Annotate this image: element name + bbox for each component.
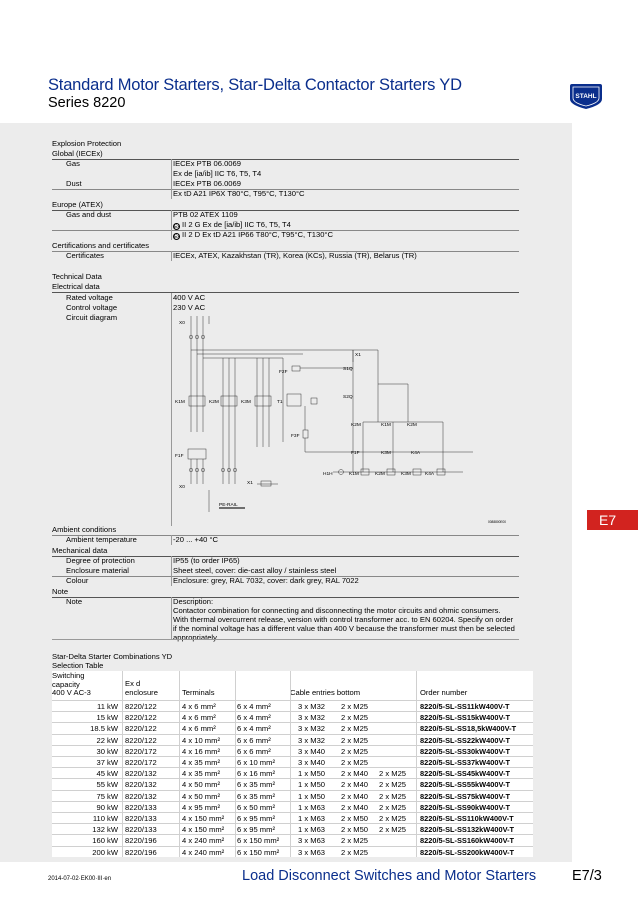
col-order-number: Order number xyxy=(420,688,468,697)
ambient-temperature-value: -20 ... +40 °C xyxy=(173,535,219,544)
table-cell-order: 8220/5-SL-SS200kW400V-T xyxy=(420,847,515,857)
table-cell-ex: 8220/133 xyxy=(125,814,157,823)
col-exd-enclosure: Ex d enclosure xyxy=(125,679,158,697)
ctrl-k4a-label: K4A xyxy=(411,451,421,456)
table-cell-c2: 2 x M40 xyxy=(341,780,369,790)
coil-k4a-label: K4A xyxy=(425,472,435,477)
table-row xyxy=(52,722,533,733)
table-row xyxy=(52,745,533,756)
table-cell-t1: 4 x 16 mm² xyxy=(182,746,220,756)
table-cell-c2: 2 x M50 xyxy=(341,814,369,823)
footer-title: Load Disconnect Switches and Motor Starters xyxy=(242,868,537,884)
enclosure-material-value: Sheet steel, cover: die-cast alloy / stainless steel xyxy=(173,566,337,575)
table-cell-c2: 2 x M25 xyxy=(341,724,369,734)
table-cell-ex: 8220/132 xyxy=(125,769,157,779)
table-cell-sw: 45 kW xyxy=(96,769,118,779)
table-cell-c1: 1 x M50 xyxy=(298,791,326,801)
table-cell-sw: 11 kW xyxy=(97,702,118,711)
table-cell-c3: 2 x M25 xyxy=(379,769,407,779)
table-row xyxy=(52,823,533,834)
table-cell-t1: 4 x 6 mm² xyxy=(182,702,216,711)
table-cell-c3: 2 x M25 xyxy=(379,802,407,812)
ambient-conditions-heading: Ambient conditions xyxy=(52,525,519,536)
table-row xyxy=(52,790,533,801)
table-cell-t1: 4 x 95 mm² xyxy=(182,802,220,812)
table-cell-t2: 6 x 16 mm² xyxy=(237,769,275,779)
table-cell-c1: 3 x M63 xyxy=(298,836,326,846)
table-cell-c2: 2 x M50 xyxy=(341,825,369,835)
table-header xyxy=(52,671,533,700)
table-cell-ex: 8220/122 xyxy=(125,713,157,723)
gas-value-1: IECEx PTB 06.0069 xyxy=(173,159,241,168)
table-cell-order: 8220/5-SL-SS15kW400V-T xyxy=(420,713,510,723)
table-cell-c3: 2 x M25 xyxy=(379,814,407,823)
certificates-label: Certificates xyxy=(66,251,104,260)
table-column-divider xyxy=(290,671,291,857)
coil-k2m-label: K2M xyxy=(375,472,385,477)
svg-text:STAHL: STAHL xyxy=(575,93,597,100)
table-row xyxy=(52,801,533,812)
dust-label: Dust xyxy=(66,179,82,188)
table-cell-c2: 2 x M25 xyxy=(341,847,369,857)
table-cell-order: 8220/5-SL-SS18,5kW400V-T xyxy=(420,724,517,734)
f2f-fuse xyxy=(292,366,300,371)
gas-dust-row-3 xyxy=(52,230,519,240)
dust-value-2: Ex tD A21 IP6X T80°C, T95°C, T130°C xyxy=(173,189,305,198)
x1-right-label: X1 xyxy=(355,353,361,358)
gas-label: Gas xyxy=(66,159,80,168)
column-divider xyxy=(171,535,172,545)
page-subtitle: Series 8220 xyxy=(48,95,126,111)
table-cell-order: 8220/5-SL-SS55kW400V-T xyxy=(420,780,510,790)
table-cell-c2: 2 x M40 xyxy=(341,791,369,801)
page-title: Standard Motor Starters, Star-Delta Contactor Starters YD xyxy=(48,76,462,94)
table-row xyxy=(52,778,533,789)
table-cell-t1: 4 x 35 mm² xyxy=(182,769,220,779)
table-cell-sw: 90 kW xyxy=(96,802,118,812)
table-cell-sw: 75 kW xyxy=(96,791,118,801)
table-cell-t2: 6 x 4 mm² xyxy=(237,713,271,723)
certificates-value: IECEx, ATEX, Kazakhstan (TR), Korea (KCs), Russia (TR), Belarus (TR) xyxy=(173,251,417,260)
certificates-row xyxy=(52,251,519,260)
table-cell-ex: 8220/196 xyxy=(125,836,157,846)
ex-hexagon-icon: Ex xyxy=(174,234,180,240)
section-tab-marker: E7 xyxy=(587,510,638,530)
document-id: 2014-07-02·EK00·III·en xyxy=(48,876,112,882)
table-cell-c1: 3 x M63 xyxy=(298,847,326,857)
table-cell-c1: 1 x M63 xyxy=(298,825,326,835)
table-cell-sw: 30 kW xyxy=(96,746,118,756)
f2f-label: F2F xyxy=(279,370,288,375)
table-cell-order: 8220/5-SL-SS22kW400V-T xyxy=(420,735,510,745)
colour-value: Enclosure: grey, RAL 7032, cover: dark grey, RAL 7022 xyxy=(173,576,359,585)
f3f-label: F3F xyxy=(291,434,300,439)
table-cell-t2: 6 x 95 mm² xyxy=(237,825,275,835)
table-cell-ex: 8220/122 xyxy=(125,702,157,711)
table-cell-t1: 4 x 6 mm² xyxy=(182,724,216,734)
x0-bottom-label: X0 xyxy=(179,485,185,490)
table-cell-t2: 6 x 35 mm² xyxy=(237,791,275,801)
note-label: Note xyxy=(66,597,83,606)
table-column-divider xyxy=(416,671,417,857)
f1f-overload xyxy=(188,449,206,459)
table-column-divider xyxy=(235,671,236,857)
table-cell-c3: 2 x M25 xyxy=(379,780,407,790)
ctrl-k1m-label: K1M xyxy=(381,423,391,428)
table-cell-sw: 18.5 kW xyxy=(90,724,118,734)
coil-k1m-label: K1M xyxy=(349,472,359,477)
k3m-label: K3M xyxy=(241,400,251,405)
note-description: Description: Contactor combination for connecting and disconnecting the motor circuits and ohmic consumers. With thermal overcurrent release, version with control transformer acc. to EN 60204. Specify on order if the nominal voltage has a different value than 400 V because the transformer must then be selected appropriately. xyxy=(173,597,515,642)
note-heading: Note xyxy=(52,587,519,598)
electrical-data-heading: Electrical data xyxy=(52,282,519,293)
ambient-temperature-label: Ambient temperature xyxy=(66,535,137,544)
table-cell-ex: 8220/172 xyxy=(125,746,157,756)
table-cell-t1: 4 x 50 mm² xyxy=(182,780,220,790)
table-cell-t2: 6 x 6 mm² xyxy=(237,735,271,745)
s1q-label: S1Q xyxy=(343,367,353,372)
gas-dust-value-3: II 2 D Ex tD A21 IP66 T80°C, T95°C, T130°C xyxy=(182,230,333,239)
table-cell-c1: 1 x M50 xyxy=(298,769,326,779)
protection-value: IP55 (to order IP65) xyxy=(173,556,240,565)
table-row xyxy=(52,812,533,823)
ctrl-k2m-label: K2M xyxy=(351,423,361,428)
table-cell-t1: 4 x 150 mm² xyxy=(182,825,225,835)
column-divider xyxy=(171,293,172,526)
col-cable-entries: Cable entries bottom xyxy=(290,688,361,697)
table-cell-c1: 3 x M32 xyxy=(298,735,326,745)
table-cell-order: 8220/5-SL-SS11kW400V-T xyxy=(420,702,510,711)
table-cell-c1: 3 x M32 xyxy=(298,702,326,711)
ctrl-k3m-label: K3M xyxy=(381,451,391,456)
ex-hexagon-icon: Ex xyxy=(174,224,180,230)
control-voltage-value: 230 V AC xyxy=(173,303,206,312)
table-column-divider xyxy=(179,671,180,857)
table-cell-sw: 110 kW xyxy=(92,814,118,823)
table-cell-t1: 4 x 35 mm² xyxy=(182,758,220,767)
table-cell-t1: 4 x 240 mm² xyxy=(182,836,225,846)
s2q-label: S2Q xyxy=(343,395,353,400)
europe-atex-heading: Europe (ATEX) xyxy=(52,200,519,211)
table-cell-c2: 2 x M25 xyxy=(341,735,369,745)
circuit-diagram xyxy=(173,312,519,525)
column-divider xyxy=(171,556,172,586)
drawing-number: 0088800E00 xyxy=(488,520,507,524)
table-cell-order: 8220/5-SL-SS45kW400V-T xyxy=(420,769,510,779)
table-cell-t2: 6 x 50 mm² xyxy=(237,802,275,812)
table-cell-c3: 2 x M25 xyxy=(379,791,407,801)
table-row xyxy=(52,700,533,711)
column-divider xyxy=(171,159,172,199)
protection-label: Degree of protection xyxy=(66,556,135,565)
table-cell-c2: 2 x M40 xyxy=(341,769,369,779)
table-cell-ex: 8220/133 xyxy=(125,802,157,812)
table-cell-sw: 55 kW xyxy=(96,780,118,790)
table-cell-order: 8220/5-SL-SS160kW400V-T xyxy=(420,836,515,846)
k2m-label: K2M xyxy=(209,400,219,405)
col-switching-capacity: Switching capacity 400 V AC-3 xyxy=(52,671,91,698)
table-cell-ex: 8220/122 xyxy=(125,724,157,734)
table-cell-c2: 2 x M25 xyxy=(341,746,369,756)
t1-transformer xyxy=(287,394,301,406)
table-cell-t2: 6 x 35 mm² xyxy=(237,780,275,790)
table-cell-t2: 6 x 150 mm² xyxy=(237,836,280,846)
x0-top-terminals xyxy=(189,316,209,432)
table-row xyxy=(52,846,533,857)
k1m-label: K1M xyxy=(175,400,185,405)
table-cell-c1: 3 x M40 xyxy=(298,758,326,767)
table-cell-order: 8220/5-SL-SS132kW400V-T xyxy=(420,825,515,835)
table-row xyxy=(52,756,533,767)
table-cell-ex: 8220/132 xyxy=(125,780,157,790)
column-divider xyxy=(171,210,172,240)
table-column-divider xyxy=(122,671,123,857)
table-cell-c2: 2 x M25 xyxy=(341,758,369,767)
table-cell-t2: 6 x 4 mm² xyxy=(237,724,271,734)
coil-k3m-label: K3M xyxy=(401,472,411,477)
table-cell-t2: 6 x 95 mm² xyxy=(237,814,275,823)
control-voltage-label: Control voltage xyxy=(66,303,118,312)
table-cell-order: 8220/5-SL-SS90kW400V-T xyxy=(420,802,510,812)
table-cell-t1: 4 x 150 mm² xyxy=(182,814,225,823)
table-cell-ex: 8220/196 xyxy=(125,847,157,857)
table-row xyxy=(52,834,533,845)
certifications-heading: Certifications and certificates xyxy=(52,241,519,252)
column-divider xyxy=(171,251,172,261)
ctrl-k2m-b-label: K2M xyxy=(407,423,417,428)
f3f-fuse xyxy=(303,430,308,438)
table-cell-ex: 8220/172 xyxy=(125,758,157,767)
table-row xyxy=(52,734,533,745)
global-iecex-heading: Global (IECEx) xyxy=(52,149,519,160)
gas-dust-value-2: II 2 G Ex de [ia/ib] IIC T6, T5, T4 xyxy=(182,220,291,229)
enclosure-material-label: Enclosure material xyxy=(66,566,129,575)
table-cell-ex: 8220/122 xyxy=(125,735,157,745)
table-cell-t1: 4 x 240 mm² xyxy=(182,847,225,857)
rated-voltage-value: 400 V AC xyxy=(173,293,206,302)
mechanical-data-heading: Mechanical data xyxy=(52,546,519,557)
ambient-temperature-row xyxy=(52,535,519,544)
table-cell-sw: 22 kW xyxy=(96,735,118,745)
table-cell-c1: 1 x M50 xyxy=(298,780,326,790)
gas-dust-value-1: PTB 02 ATEX 1109 xyxy=(173,210,238,219)
col-terminals: Terminals xyxy=(182,688,215,697)
table-cell-ex: 8220/132 xyxy=(125,791,157,801)
explosion-protection-heading: Explosion Protection xyxy=(52,139,122,148)
table-cell-sw: 132 kW xyxy=(92,825,118,835)
t1-label: T1 xyxy=(277,400,283,405)
table-cell-sw: 160 kW xyxy=(92,836,118,846)
technical-data-heading: Technical Data xyxy=(52,272,102,281)
table-cell-c2: 2 x M25 xyxy=(341,713,369,723)
table-cell-ex: 8220/133 xyxy=(125,825,157,835)
table-cell-c3: 2 x M25 xyxy=(379,825,407,835)
table-row xyxy=(52,711,533,722)
gas-value-2: Ex de [ia/ib] IIC T6, T5, T4 xyxy=(173,169,262,178)
power-bus xyxy=(191,350,353,447)
x1-bottom-label: X1 xyxy=(247,481,253,486)
table-cell-t2: 6 x 10 mm² xyxy=(237,758,275,767)
table-cell-sw: 15 kW xyxy=(96,713,118,723)
table-cell-t2: 6 x 6 mm² xyxy=(237,746,271,756)
column-divider xyxy=(171,597,172,639)
colour-label: Colour xyxy=(66,576,89,585)
table-cell-t1: 4 x 50 mm² xyxy=(182,791,220,801)
colour-row xyxy=(52,576,519,585)
table-cell-c2: 2 x M25 xyxy=(341,702,369,711)
table-cell-t1: 4 x 10 mm² xyxy=(182,735,220,745)
circuit-diagram-label: Circuit diagram xyxy=(66,313,118,322)
divider xyxy=(52,639,519,640)
ctrl-f1f-label: F1F xyxy=(351,451,360,456)
dust-value-1: IECEx PTB 06.0069 xyxy=(173,179,241,188)
table-cell-order: 8220/5-SL-SS75kW400V-T xyxy=(420,791,510,801)
page-number: E7/3 xyxy=(572,868,602,884)
table-cell-c1: 3 x M32 xyxy=(298,724,326,734)
table-cell-sw: 200 kW xyxy=(92,847,118,857)
table-cell-c1: 3 x M40 xyxy=(298,746,326,756)
table-cell-c1: 1 x M63 xyxy=(298,814,326,823)
gas-dust-label: Gas and dust xyxy=(66,210,112,219)
pe-rail-label: PE-RAIL xyxy=(219,503,238,508)
selection-subheading: Selection Table xyxy=(52,661,104,670)
f1f-label: F1F xyxy=(175,454,184,459)
table-cell-c1: 3 x M32 xyxy=(298,713,326,723)
h1h-label: H1H xyxy=(323,472,333,477)
table-cell-order: 8220/5-SL-SS30kW400V-T xyxy=(420,746,510,756)
table-cell-order: 8220/5-SL-SS110kW400V-T xyxy=(420,814,514,823)
dust-row-2 xyxy=(52,189,519,198)
table-cell-order: 8220/5-SL-SS37kW400V-T xyxy=(420,758,510,767)
table-cell-t2: 6 x 4 mm² xyxy=(237,702,271,711)
table-cell-t2: 6 x 150 mm² xyxy=(237,847,280,857)
rated-voltage-label: Rated voltage xyxy=(66,293,113,302)
table-cell-c2: 2 x M40 xyxy=(341,802,369,812)
x0-top-label: X0 xyxy=(179,321,185,326)
selection-heading: Star-Delta Starter Combinations YD xyxy=(52,652,173,661)
table-cell-c1: 1 x M63 xyxy=(298,802,326,812)
table-row xyxy=(52,767,533,778)
table-cell-t1: 4 x 6 mm² xyxy=(182,713,216,723)
table-cell-sw: 37 kW xyxy=(96,758,118,767)
table-cell-c2: 2 x M25 xyxy=(341,836,369,846)
stahl-logo xyxy=(568,82,604,110)
